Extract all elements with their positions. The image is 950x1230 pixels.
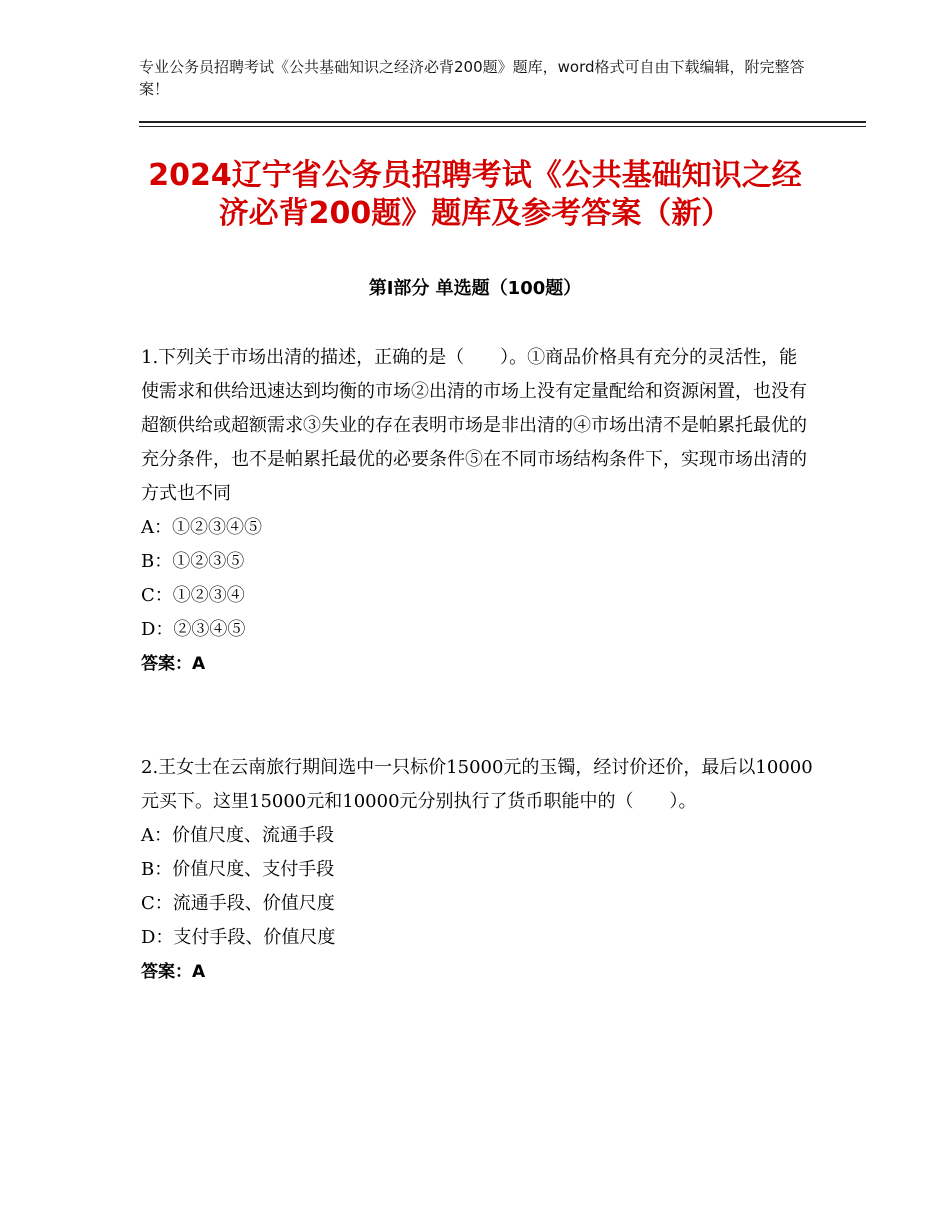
option-b: B：①②③⑤: [141, 551, 245, 572]
question-2: [141, 751, 813, 989]
answer: 答案：A: [141, 962, 206, 982]
header-divider-thin: [139, 126, 866, 127]
question-1: [141, 341, 813, 681]
option-b: B：价值尺度、支付手段: [141, 859, 335, 880]
answer: 答案：A: [141, 654, 206, 674]
option-c: C：①②③④: [141, 585, 245, 606]
option-d: D：支付手段、价值尺度: [141, 927, 336, 948]
document-title: 2024辽宁省公务员招聘考试《公共基础知识之经济必背200题》题库及参考答案（新）: [148, 158, 802, 231]
option-a: A：①②③④⑤: [141, 517, 262, 538]
question-stem: 1.下列关于市场出清的描述，正确的是（ ）。①商品价格具有充分的灵活性，能使需求和供给迅速达到均衡的市场②出清的市场上没有定量配给和资源闲置，也没有超额供给或超额需求③失业的存在表明市场是非出清的④市场出清不是帕累托最优的充分条件，也不是帕累托最优的必要条件⑤在不同市场结构条件下，实现市场出清的方式也不同: [141, 347, 807, 504]
option-d: D：②③④⑤: [141, 619, 246, 640]
option-a: A：价值尺度、流通手段: [141, 825, 334, 846]
option-c: C：流通手段、价值尺度: [141, 893, 335, 914]
header-note: 专业公务员招聘考试《公共基础知识之经济必背200题》题库，word格式可自由下载编辑，附完整答案！: [139, 58, 805, 98]
question-stem: 2.王女士在云南旅行期间选中一只标价15000元的玉镯，经讨价还价，最后以10000元买下。这里15000元和10000元分别执行了货币职能中的（ ）。: [141, 757, 813, 812]
header-divider-thick: [139, 121, 866, 123]
section-title: 第Ⅰ部分 单选题（100题）: [368, 278, 582, 299]
